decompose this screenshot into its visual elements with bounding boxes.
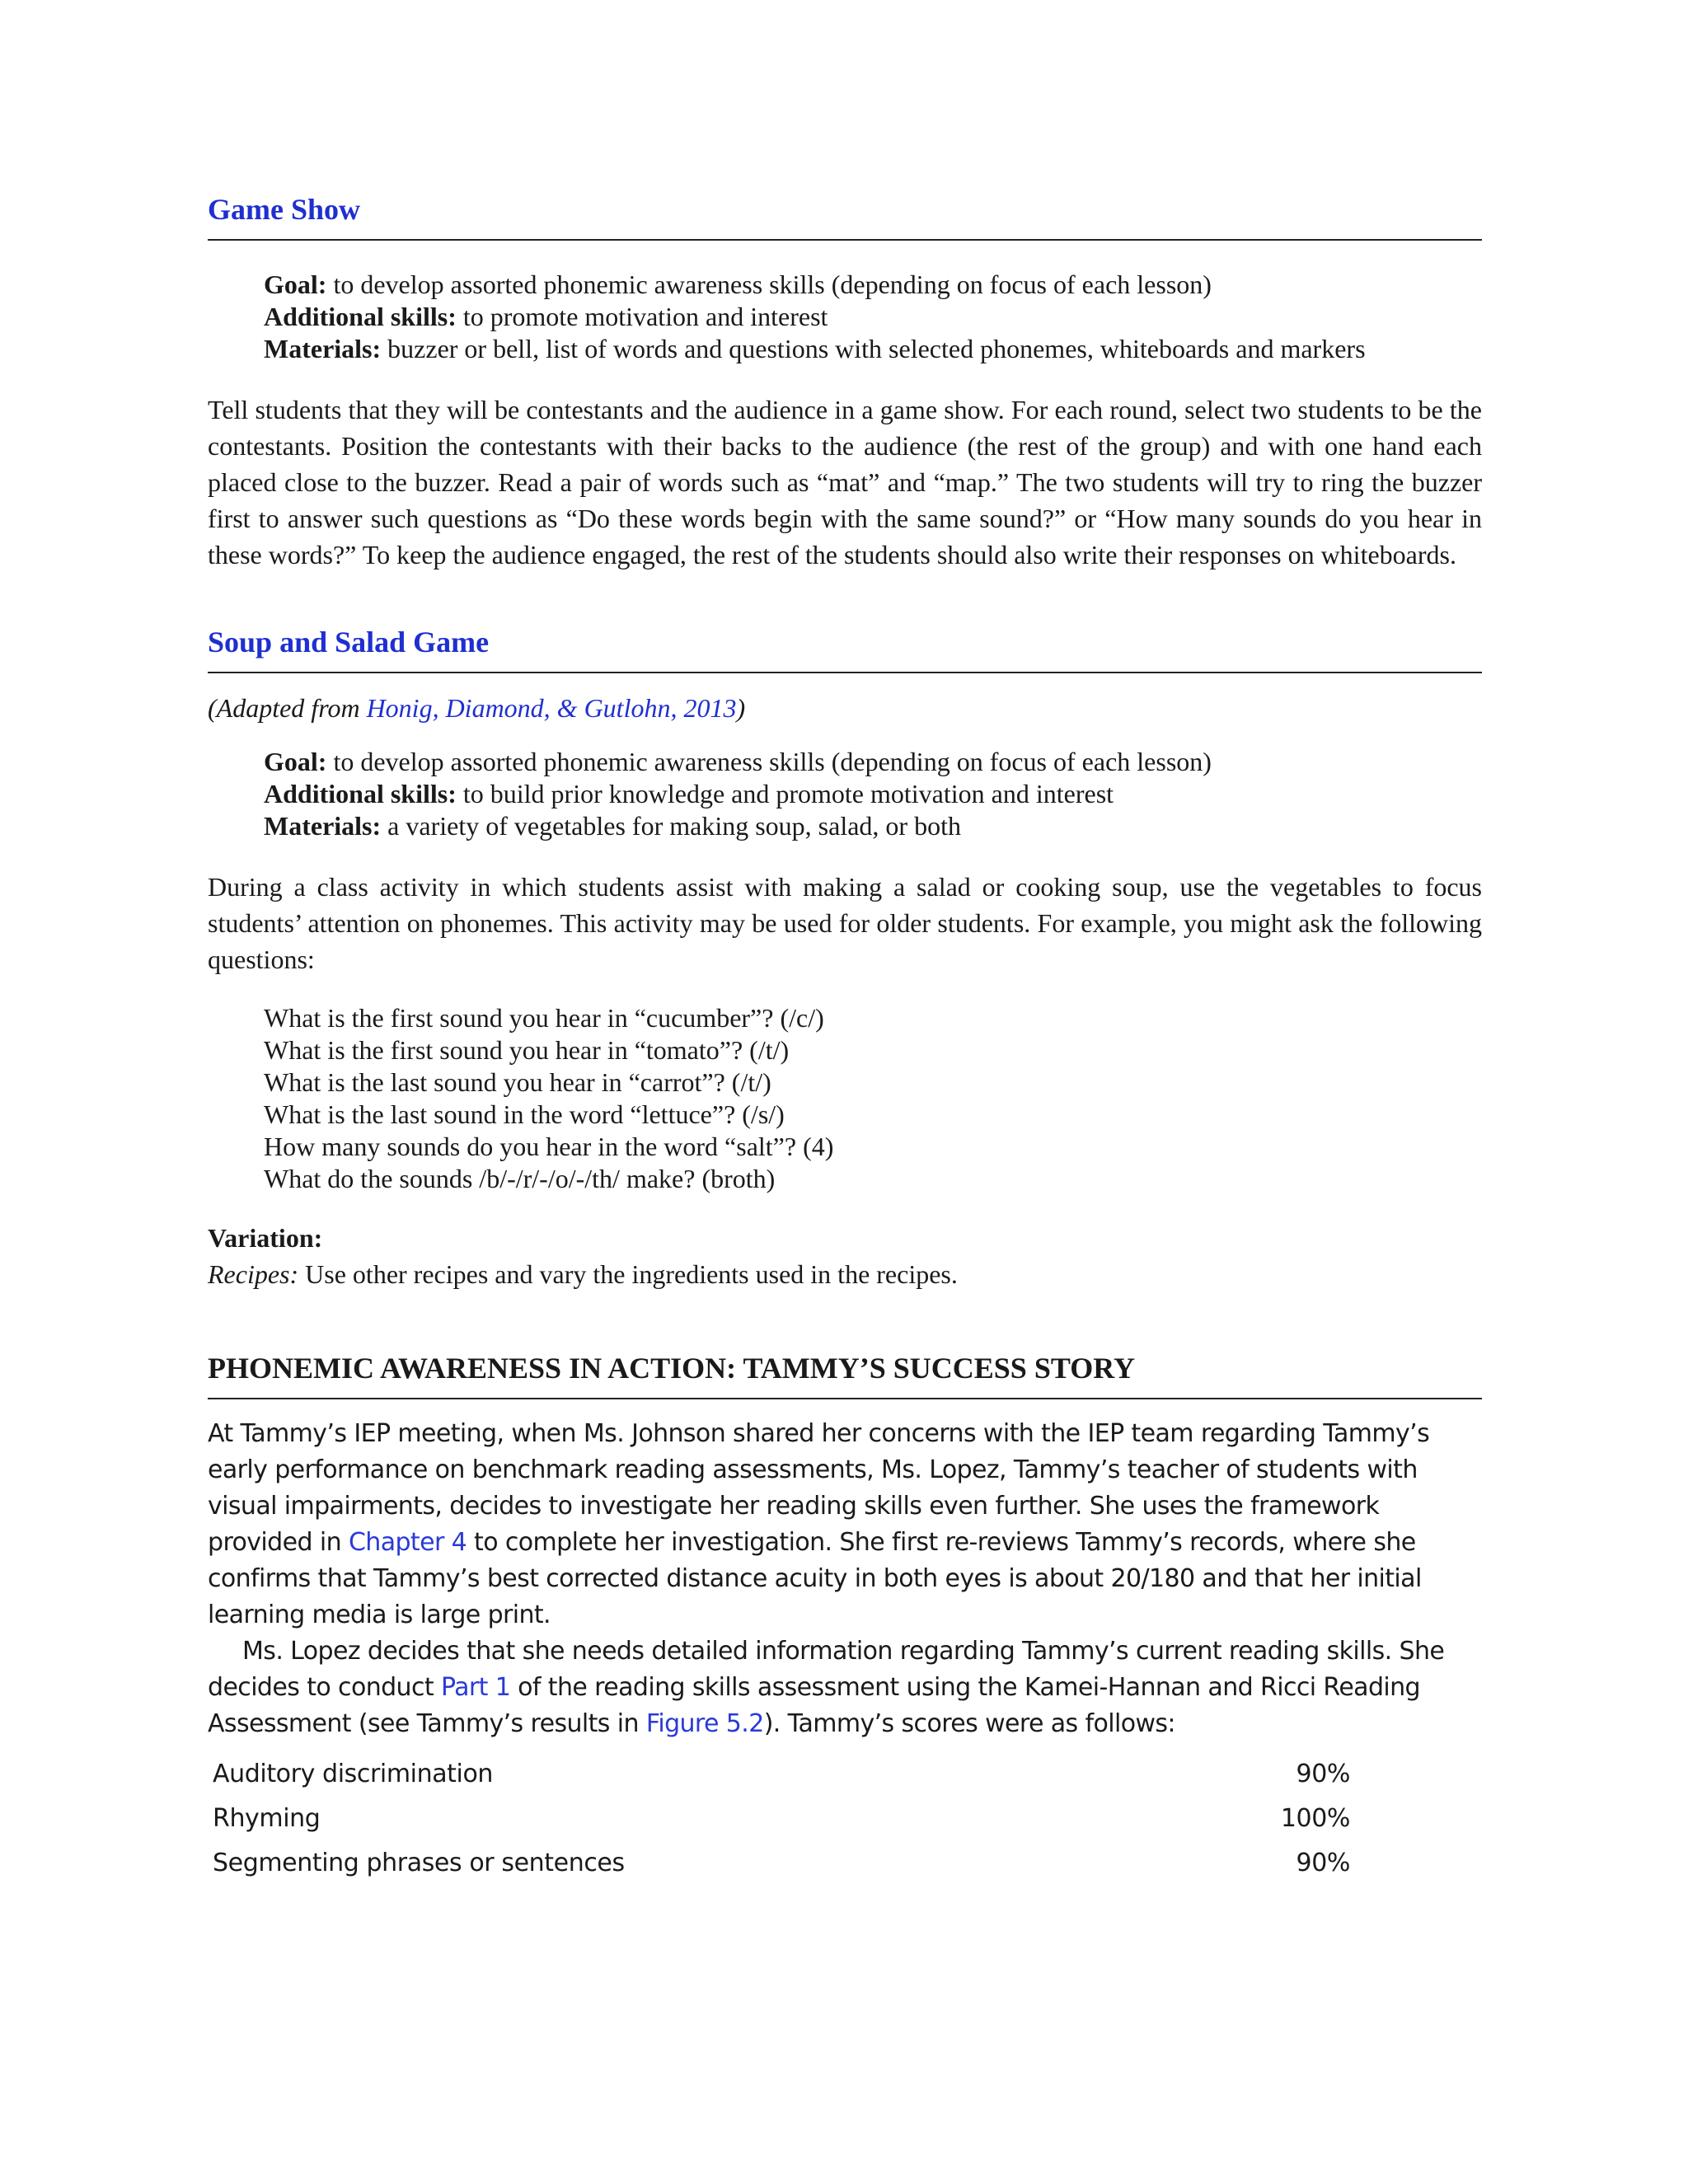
- game-show-additional: [264, 301, 1482, 333]
- story-rule: [208, 1398, 1482, 1399]
- story-p2-text-c: ). Tammy’s scores were as follows:: [763, 1709, 1175, 1738]
- goal-label: Goal:: [264, 269, 327, 299]
- question-list: [264, 1002, 1482, 1195]
- soup-salad-goal: [264, 746, 1482, 778]
- list-item: What is the first sound you hear in “tomato”? (/t/): [264, 1035, 790, 1065]
- list-item: What do the sounds /b/-/r/-/o/-/th/ make? (broth): [264, 1164, 776, 1193]
- story-p2-text-b: of the reading skills assessment using the Kamei-Hannan and Ricci Reading Assessment (see Tammy’s results in: [208, 1673, 1420, 1738]
- story-p2-text-a: Ms. Lopez decides that she needs detailed information regarding Tammy’s current reading skills. She decides to conduct: [208, 1637, 1445, 1702]
- recipes-text: Use other recipes and vary the ingredients used in the recipes.: [298, 1259, 958, 1289]
- page: [208, 190, 1482, 1886]
- list-item: What is the last sound in the word “lettuce”? (/s/): [264, 1099, 785, 1129]
- figure-5-2-link[interactable]: Figure 5.2: [645, 1709, 764, 1738]
- story-paragraph-1: [208, 1416, 1482, 1633]
- soup-salad-body: During a class activity in which students assist with making a salad or cooking soup, use the vegetables to focus students’ attention on phonemes. This activity may be used for older students. For example, you might ask the following questions:: [208, 872, 1482, 974]
- score-value: 90%: [1296, 1849, 1350, 1877]
- game-show-materials: [264, 333, 1482, 365]
- materials-label: Materials:: [264, 811, 382, 841]
- game-show-rule: [208, 239, 1482, 241]
- game-show-goal: [264, 269, 1482, 301]
- soup-salad-heading: Soup and Salad Game: [208, 626, 490, 658]
- game-show-body: Tell students that they will be contestants and the audience in a game show. For each round, select two students to be the contestants. Position the contestants with their backs to the audience (the rest of the group) and with one hand each placed close to the buzzer. Read a pair of words such as “mat” and “map.” The two students will try to ring the buzzer first to answer such questions as “Do these words begin with the same sound?” or “How many sounds do you hear in these words?” To keep the audience engaged, the rest of the students should also write their responses on whiteboards.: [208, 395, 1482, 569]
- score-skill: Rhyming: [213, 1804, 321, 1833]
- credit-prefix: (Adapted from: [208, 693, 367, 723]
- score-value: 100%: [1280, 1804, 1350, 1833]
- story-p1-text-b: to complete her investigation. She first re-reviews Tammy’s records, where she confirms that Tammy’s best corrected distance acuity in both eyes is about 20/180 and that her initial learning media is large print.: [208, 1528, 1422, 1629]
- list-item: What is the first sound you hear in “cucumber”? (/c/): [264, 1003, 824, 1033]
- game-show-meta: [264, 269, 1482, 365]
- table-row: [213, 1797, 1350, 1841]
- additional-label: Additional skills:: [264, 779, 457, 808]
- materials-text: a variety of vegetables for making soup, salad, or both: [381, 811, 961, 841]
- goal-label: Goal:: [264, 747, 327, 776]
- soup-salad-rule: [208, 672, 1482, 673]
- soup-salad-materials: [264, 810, 1482, 842]
- part-1-link[interactable]: Part 1: [440, 1673, 511, 1702]
- goal-text: to develop assorted phonemic awareness skills (depending on focus of each lesson): [326, 269, 1212, 299]
- variation-label: Variation:: [208, 1223, 323, 1253]
- story-heading: PHONEMIC AWARENESS IN ACTION: TAMMY’S SUCCESS STORY: [208, 1352, 1135, 1385]
- game-show-heading: Game Show: [208, 193, 361, 226]
- story-paragraph-2: [208, 1633, 1482, 1742]
- variation-block: [208, 1220, 1482, 1292]
- soup-salad-additional: [264, 778, 1482, 810]
- goal-text: to develop assorted phonemic awareness skills (depending on focus of each lesson): [326, 747, 1212, 776]
- score-skill: Auditory discrimination: [213, 1760, 494, 1788]
- list-item: How many sounds do you hear in the word “salt”? (4): [264, 1132, 834, 1161]
- list-item: What is the last sound you hear in “carrot”? (/t/): [264, 1067, 771, 1097]
- score-table: [208, 1752, 1482, 1886]
- soup-salad-meta: [264, 746, 1482, 842]
- score-skill: Segmenting phrases or sentences: [213, 1849, 625, 1877]
- table-row: [213, 1841, 1350, 1886]
- score-value: 90%: [1296, 1760, 1350, 1788]
- materials-text: buzzer or bell, list of words and questions with selected phonemes, whiteboards and markers: [381, 334, 1366, 363]
- variation-recipes: [208, 1256, 1482, 1292]
- soup-salad-credit: [208, 690, 1482, 726]
- credit-suffix: ): [736, 693, 746, 723]
- chapter-4-link[interactable]: Chapter 4: [348, 1528, 467, 1557]
- story-p1-text-a: At Tammy’s IEP meeting, when Ms. Johnson shared her concerns with the IEP team regarding Tammy’s early performance on benchmark reading assessments, Ms. Lopez, Tammy’s teacher of students with visual impairments, decides to investigate her reading skills even further. She uses the framework provided in: [208, 1419, 1430, 1557]
- additional-text: to promote motivation and interest: [456, 302, 828, 331]
- table-row: [213, 1752, 1350, 1797]
- recipes-label: Recipes:: [208, 1259, 299, 1289]
- materials-label: Materials:: [264, 334, 382, 363]
- credit-link[interactable]: Honig, Diamond, & Gutlohn, 2013: [366, 693, 737, 723]
- additional-label: Additional skills:: [264, 302, 457, 331]
- additional-text: to build prior knowledge and promote motivation and interest: [456, 779, 1114, 808]
